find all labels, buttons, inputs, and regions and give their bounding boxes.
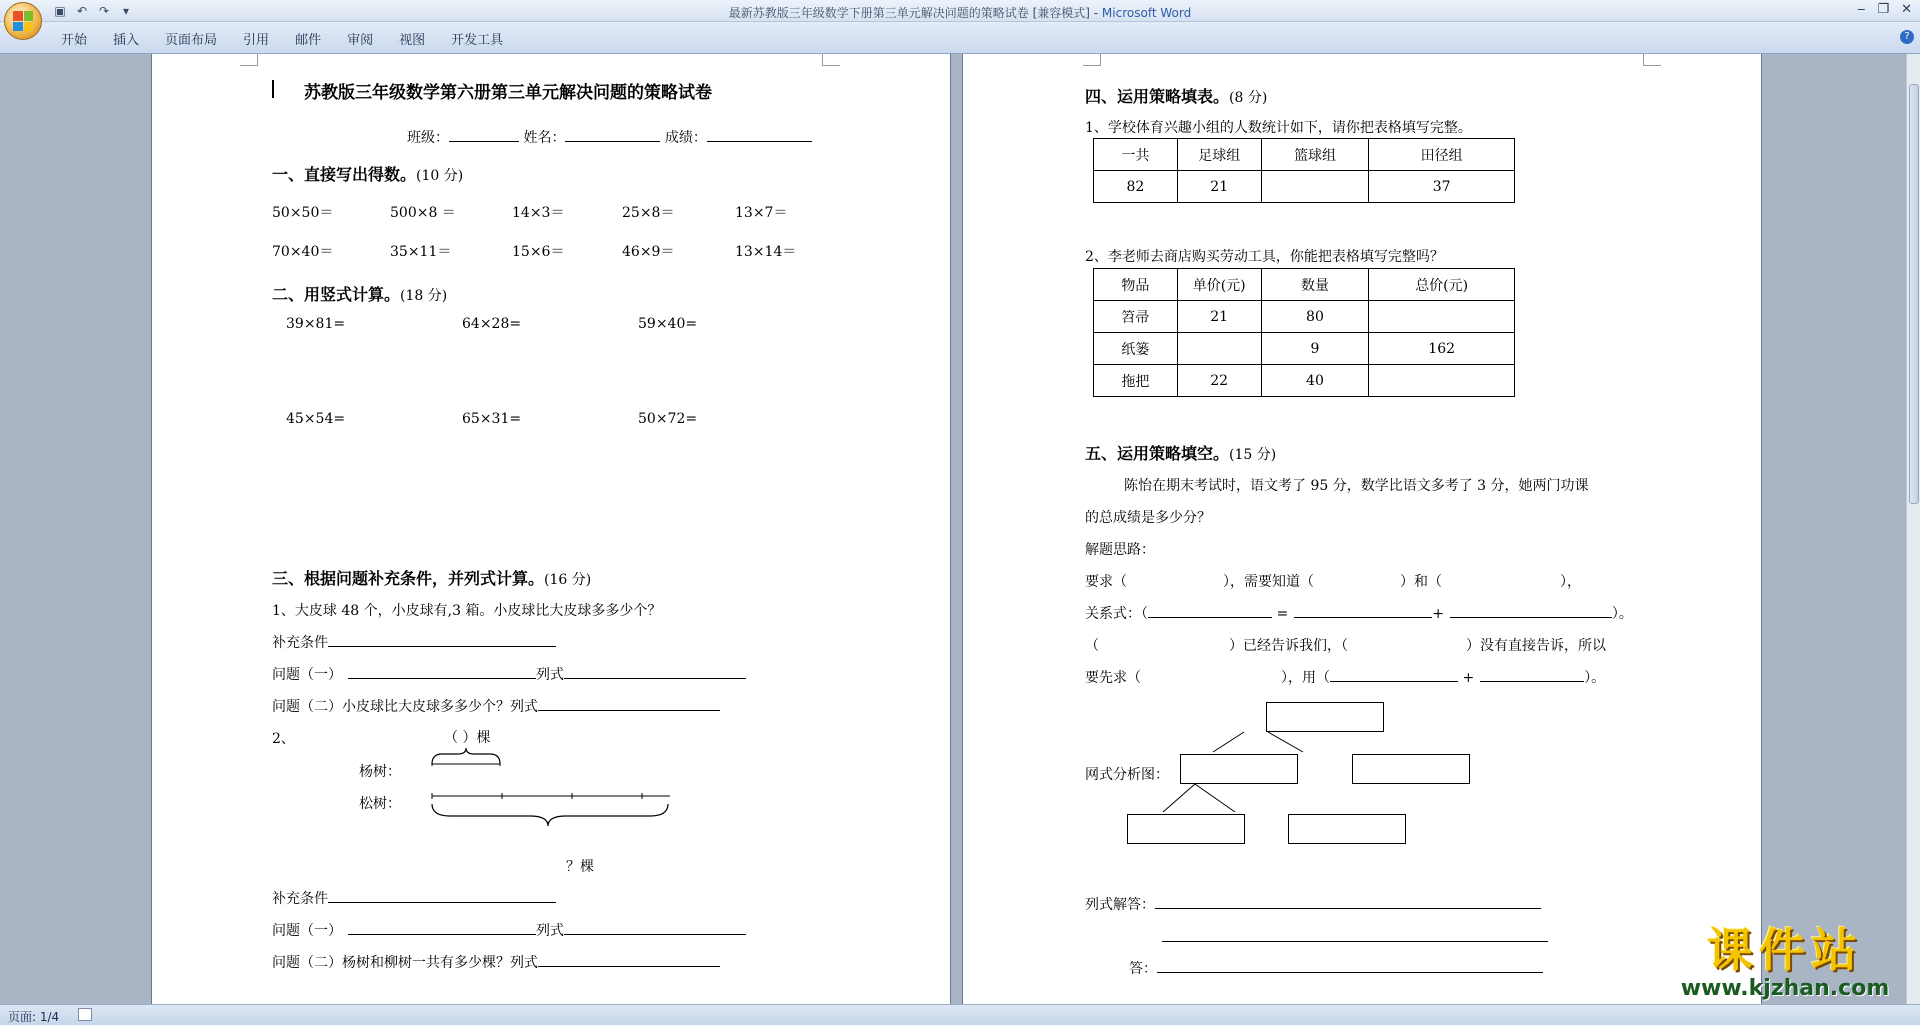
answer-line: 答： xyxy=(1129,958,1543,978)
status-bar xyxy=(0,1004,1920,1025)
calc-item: 35×11＝ xyxy=(390,244,452,260)
title-bar xyxy=(0,0,1920,22)
page-title: 苏教版三年级数学第六册第三单元解决问题的策略试卷 xyxy=(304,83,712,103)
tab-insert[interactable]: 插入 xyxy=(113,33,140,48)
table-header-cell: 一共 xyxy=(1094,139,1178,171)
save-icon[interactable]: ▣ xyxy=(54,4,66,18)
tab-home[interactable]: 开始 xyxy=(61,33,88,48)
tab-developer[interactable]: 开发工具 xyxy=(451,33,504,48)
section-4-heading: 四、运用策略填表。(8 分) xyxy=(1085,87,1268,106)
problem-1-line: 问题（一） 列式 xyxy=(272,664,746,684)
answer-blank[interactable] xyxy=(348,921,536,935)
poplar-label: 杨树： xyxy=(359,764,401,780)
bottom-brace xyxy=(432,804,668,826)
problem-text: 陈怡在期末考试时，语文考了 95 分，数学比语文多考了 3 分，她两门功课 xyxy=(1124,478,1589,494)
table-cell[interactable] xyxy=(1369,365,1515,397)
margin-corner xyxy=(1083,54,1101,66)
table-cell[interactable]: 21 xyxy=(1177,171,1261,203)
table-row xyxy=(1094,139,1515,171)
class-blank[interactable] xyxy=(449,128,519,142)
calc-item: 13×14＝ xyxy=(735,244,797,260)
diagram-connector xyxy=(1163,784,1195,812)
table-cell[interactable]: 82 xyxy=(1094,171,1178,203)
scroll-thumb[interactable] xyxy=(1909,84,1919,504)
table-cell[interactable]: 9 xyxy=(1261,333,1369,365)
table-header-cell: 物品 xyxy=(1094,269,1178,301)
answer-blank[interactable] xyxy=(538,697,720,711)
margin-corner xyxy=(1643,54,1661,66)
calc-item: 13×7＝ xyxy=(735,205,788,221)
tab-view[interactable]: 视图 xyxy=(399,33,426,48)
table-row xyxy=(1094,333,1515,365)
page-indicator[interactable]: 页面: 1/4 xyxy=(8,1010,60,1024)
table-header-cell: 总价(元) xyxy=(1369,269,1515,301)
table-1-question: 1、学校体育兴趣小组的人数统计如下，请你把表格填写完整。 xyxy=(1085,120,1472,136)
calc-item: 25×8＝ xyxy=(622,205,675,221)
window-controls xyxy=(1857,2,1912,17)
answer-blank[interactable] xyxy=(348,665,536,679)
answer-blank[interactable] xyxy=(564,665,746,679)
calc-item: 14×3＝ xyxy=(512,205,565,221)
table-cell: 拖把 xyxy=(1094,365,1178,397)
calc-item: 46×9＝ xyxy=(622,244,675,260)
reasoning-line-3: （ ）已经告诉我们，（ ）没有直接告诉，所以 xyxy=(1085,638,1606,654)
answer-blank[interactable] xyxy=(1148,604,1272,618)
answer-blank[interactable] xyxy=(1450,604,1612,618)
margin-corner xyxy=(240,54,258,66)
customize-toolbar-icon[interactable]: ▾ xyxy=(122,4,130,18)
redo-icon[interactable]: ↷ xyxy=(98,4,110,18)
reasoning-line-1: 要求（ ），需要知道（ ）和（ ）， xyxy=(1085,574,1581,590)
diagram-box-bottom-right[interactable] xyxy=(1288,814,1406,844)
vertical-calc-item: 45×54= xyxy=(286,411,346,427)
supplement-line: 补充条件 xyxy=(272,888,556,908)
watermark-url: www.kjzhan.com xyxy=(1680,976,1890,1001)
calc-item: 15×6＝ xyxy=(512,244,565,260)
margin-corner xyxy=(822,54,840,66)
table-cell[interactable] xyxy=(1261,171,1369,203)
table-header-cell: 数量 xyxy=(1261,269,1369,301)
diagram-box-left[interactable] xyxy=(1180,754,1298,784)
diagram-box-right[interactable] xyxy=(1352,754,1470,784)
minimize-icon[interactable]: ‒ xyxy=(1857,2,1866,17)
tab-review[interactable]: 审阅 xyxy=(347,33,374,48)
table-cell[interactable] xyxy=(1177,333,1261,365)
calc-item: 70×40＝ xyxy=(272,244,334,260)
answer-blank[interactable] xyxy=(1330,668,1458,682)
table-row xyxy=(1094,171,1515,203)
watermark-title: 课件站 xyxy=(1707,923,1863,977)
table-1 xyxy=(1093,138,1515,203)
tree-count-label: （ ）棵 xyxy=(444,730,491,746)
table-cell[interactable]: 21 xyxy=(1177,301,1261,333)
vertical-calc-item: 39×81= xyxy=(286,316,346,332)
diagram-connector xyxy=(1195,784,1235,812)
document-workspace xyxy=(0,54,1906,1004)
table-cell: 纸篓 xyxy=(1094,333,1178,365)
answer-blank[interactable] xyxy=(1155,895,1541,909)
undo-icon[interactable]: ↶ xyxy=(76,4,88,18)
close-icon[interactable]: ✕ xyxy=(1901,2,1912,17)
table-row xyxy=(1094,269,1515,301)
table-cell[interactable] xyxy=(1369,301,1515,333)
text-cursor xyxy=(272,80,274,98)
diagram-box-top[interactable] xyxy=(1266,702,1384,732)
section-2-heading: 二、用竖式计算。(18 分) xyxy=(272,285,448,304)
table-cell[interactable]: 80 xyxy=(1261,301,1369,333)
answer-blank[interactable] xyxy=(1294,604,1432,618)
table-header-cell: 足球组 xyxy=(1177,139,1261,171)
page-2[interactable] xyxy=(963,54,1761,1004)
name-blank[interactable] xyxy=(565,128,660,142)
thinking-label: 解题思路： xyxy=(1085,542,1155,558)
problem-text: 的总成绩是多少分？ xyxy=(1085,510,1211,526)
net-diagram-label: 网式分析图： xyxy=(1085,767,1169,783)
solution-line: 列式解答： xyxy=(1085,894,1541,914)
window-title: 最新苏教版三年级数学下册第三单元解决问题的策略试卷 [兼容模式] - Microsoft Word xyxy=(728,6,1192,20)
answer-blank[interactable] xyxy=(328,633,556,647)
table-cell[interactable]: 22 xyxy=(1177,365,1261,397)
restore-icon[interactable]: ❐ xyxy=(1877,2,1890,17)
tab-references[interactable]: 引用 xyxy=(243,33,270,48)
answer-blank[interactable] xyxy=(1480,668,1584,682)
table-header-cell: 田径组 xyxy=(1369,139,1515,171)
score-blank[interactable] xyxy=(707,128,812,142)
answer-blank[interactable] xyxy=(564,921,746,935)
table-header-cell: 单价(元) xyxy=(1177,269,1261,301)
problem-1-line: 问题（一） 列式 xyxy=(272,920,746,940)
question-2-number: 2、 xyxy=(272,731,295,747)
line-segment-diagram xyxy=(430,748,670,828)
tab-page-layout[interactable]: 页面布局 xyxy=(165,33,218,48)
total-trees-label: ？棵 xyxy=(566,859,594,875)
score-label: 成绩： xyxy=(664,130,707,146)
section-5-heading: 五、运用策略填空。(15 分) xyxy=(1085,444,1277,463)
calc-item: 500×8 ＝ xyxy=(390,205,456,221)
vertical-calc-item: 65×31= xyxy=(462,411,522,427)
table-2 xyxy=(1093,268,1515,397)
pine-label: 松树： xyxy=(359,796,401,812)
table-2-question: 2、李老师去商店购买劳动工具，你能把表格填写完整吗？ xyxy=(1085,249,1444,265)
diagram-box-bottom-left[interactable] xyxy=(1127,814,1245,844)
problem-2-line: 问题（二）小皮球比大皮球多多少个？列式 xyxy=(272,696,720,716)
relation-line: 关系式：（ = + ）。 xyxy=(1085,606,1633,622)
help-icon[interactable]: ? xyxy=(1900,30,1914,44)
ribbon xyxy=(0,22,1920,54)
proofing-icon[interactable] xyxy=(78,1008,92,1021)
app-name: Microsoft Word xyxy=(1101,6,1192,20)
answer-blank[interactable] xyxy=(328,889,556,903)
table-cell[interactable]: 40 xyxy=(1261,365,1369,397)
question-1: 1、大皮球 48 个，小皮球有,3 箱。小皮球比大皮球多多少个？ xyxy=(272,603,662,619)
table-cell: 笤帚 xyxy=(1094,301,1178,333)
section-1-heading: 一、直接写出得数。(10 分) xyxy=(272,165,464,184)
reasoning-line-4: 要先求（ ），用（ + ）。 xyxy=(1085,670,1606,686)
answer-blank[interactable] xyxy=(1157,959,1543,973)
vertical-scrollbar[interactable] xyxy=(1906,54,1920,1004)
watermark-logo xyxy=(1660,924,1910,1001)
table-cell[interactable]: 162 xyxy=(1369,333,1515,365)
vertical-calc-item: 50×72= xyxy=(638,411,698,427)
name-label: 姓名： xyxy=(523,130,566,146)
diagram-connector xyxy=(1213,732,1244,752)
vertical-calc-item: 64×28= xyxy=(462,316,522,332)
top-brace xyxy=(432,748,500,764)
table-row xyxy=(1094,365,1515,397)
student-info-line xyxy=(407,127,812,147)
supplement-line: 补充条件 xyxy=(272,632,556,652)
ribbon-tabs xyxy=(48,29,516,48)
calc-item: 50×50＝ xyxy=(272,205,334,221)
table-header-cell: 篮球组 xyxy=(1261,139,1369,171)
class-label: 班级： xyxy=(407,130,449,146)
answer-blank[interactable] xyxy=(538,953,720,967)
diagram-connector xyxy=(1268,732,1303,752)
table-cell[interactable]: 37 xyxy=(1369,171,1515,203)
office-button[interactable] xyxy=(4,2,42,40)
page-1[interactable] xyxy=(152,54,950,1004)
vertical-calc-item: 59×40= xyxy=(638,316,698,332)
section-3-heading: 三、根据问题补充条件，并列式计算。(16 分) xyxy=(272,569,592,588)
problem-2-line: 问题（二）杨树和柳树一共有多少棵？列式 xyxy=(272,952,720,972)
table-row xyxy=(1094,301,1515,333)
answer-blank[interactable] xyxy=(1162,928,1548,942)
office-logo-icon xyxy=(13,11,33,31)
tab-mailings[interactable]: 邮件 xyxy=(295,33,322,48)
